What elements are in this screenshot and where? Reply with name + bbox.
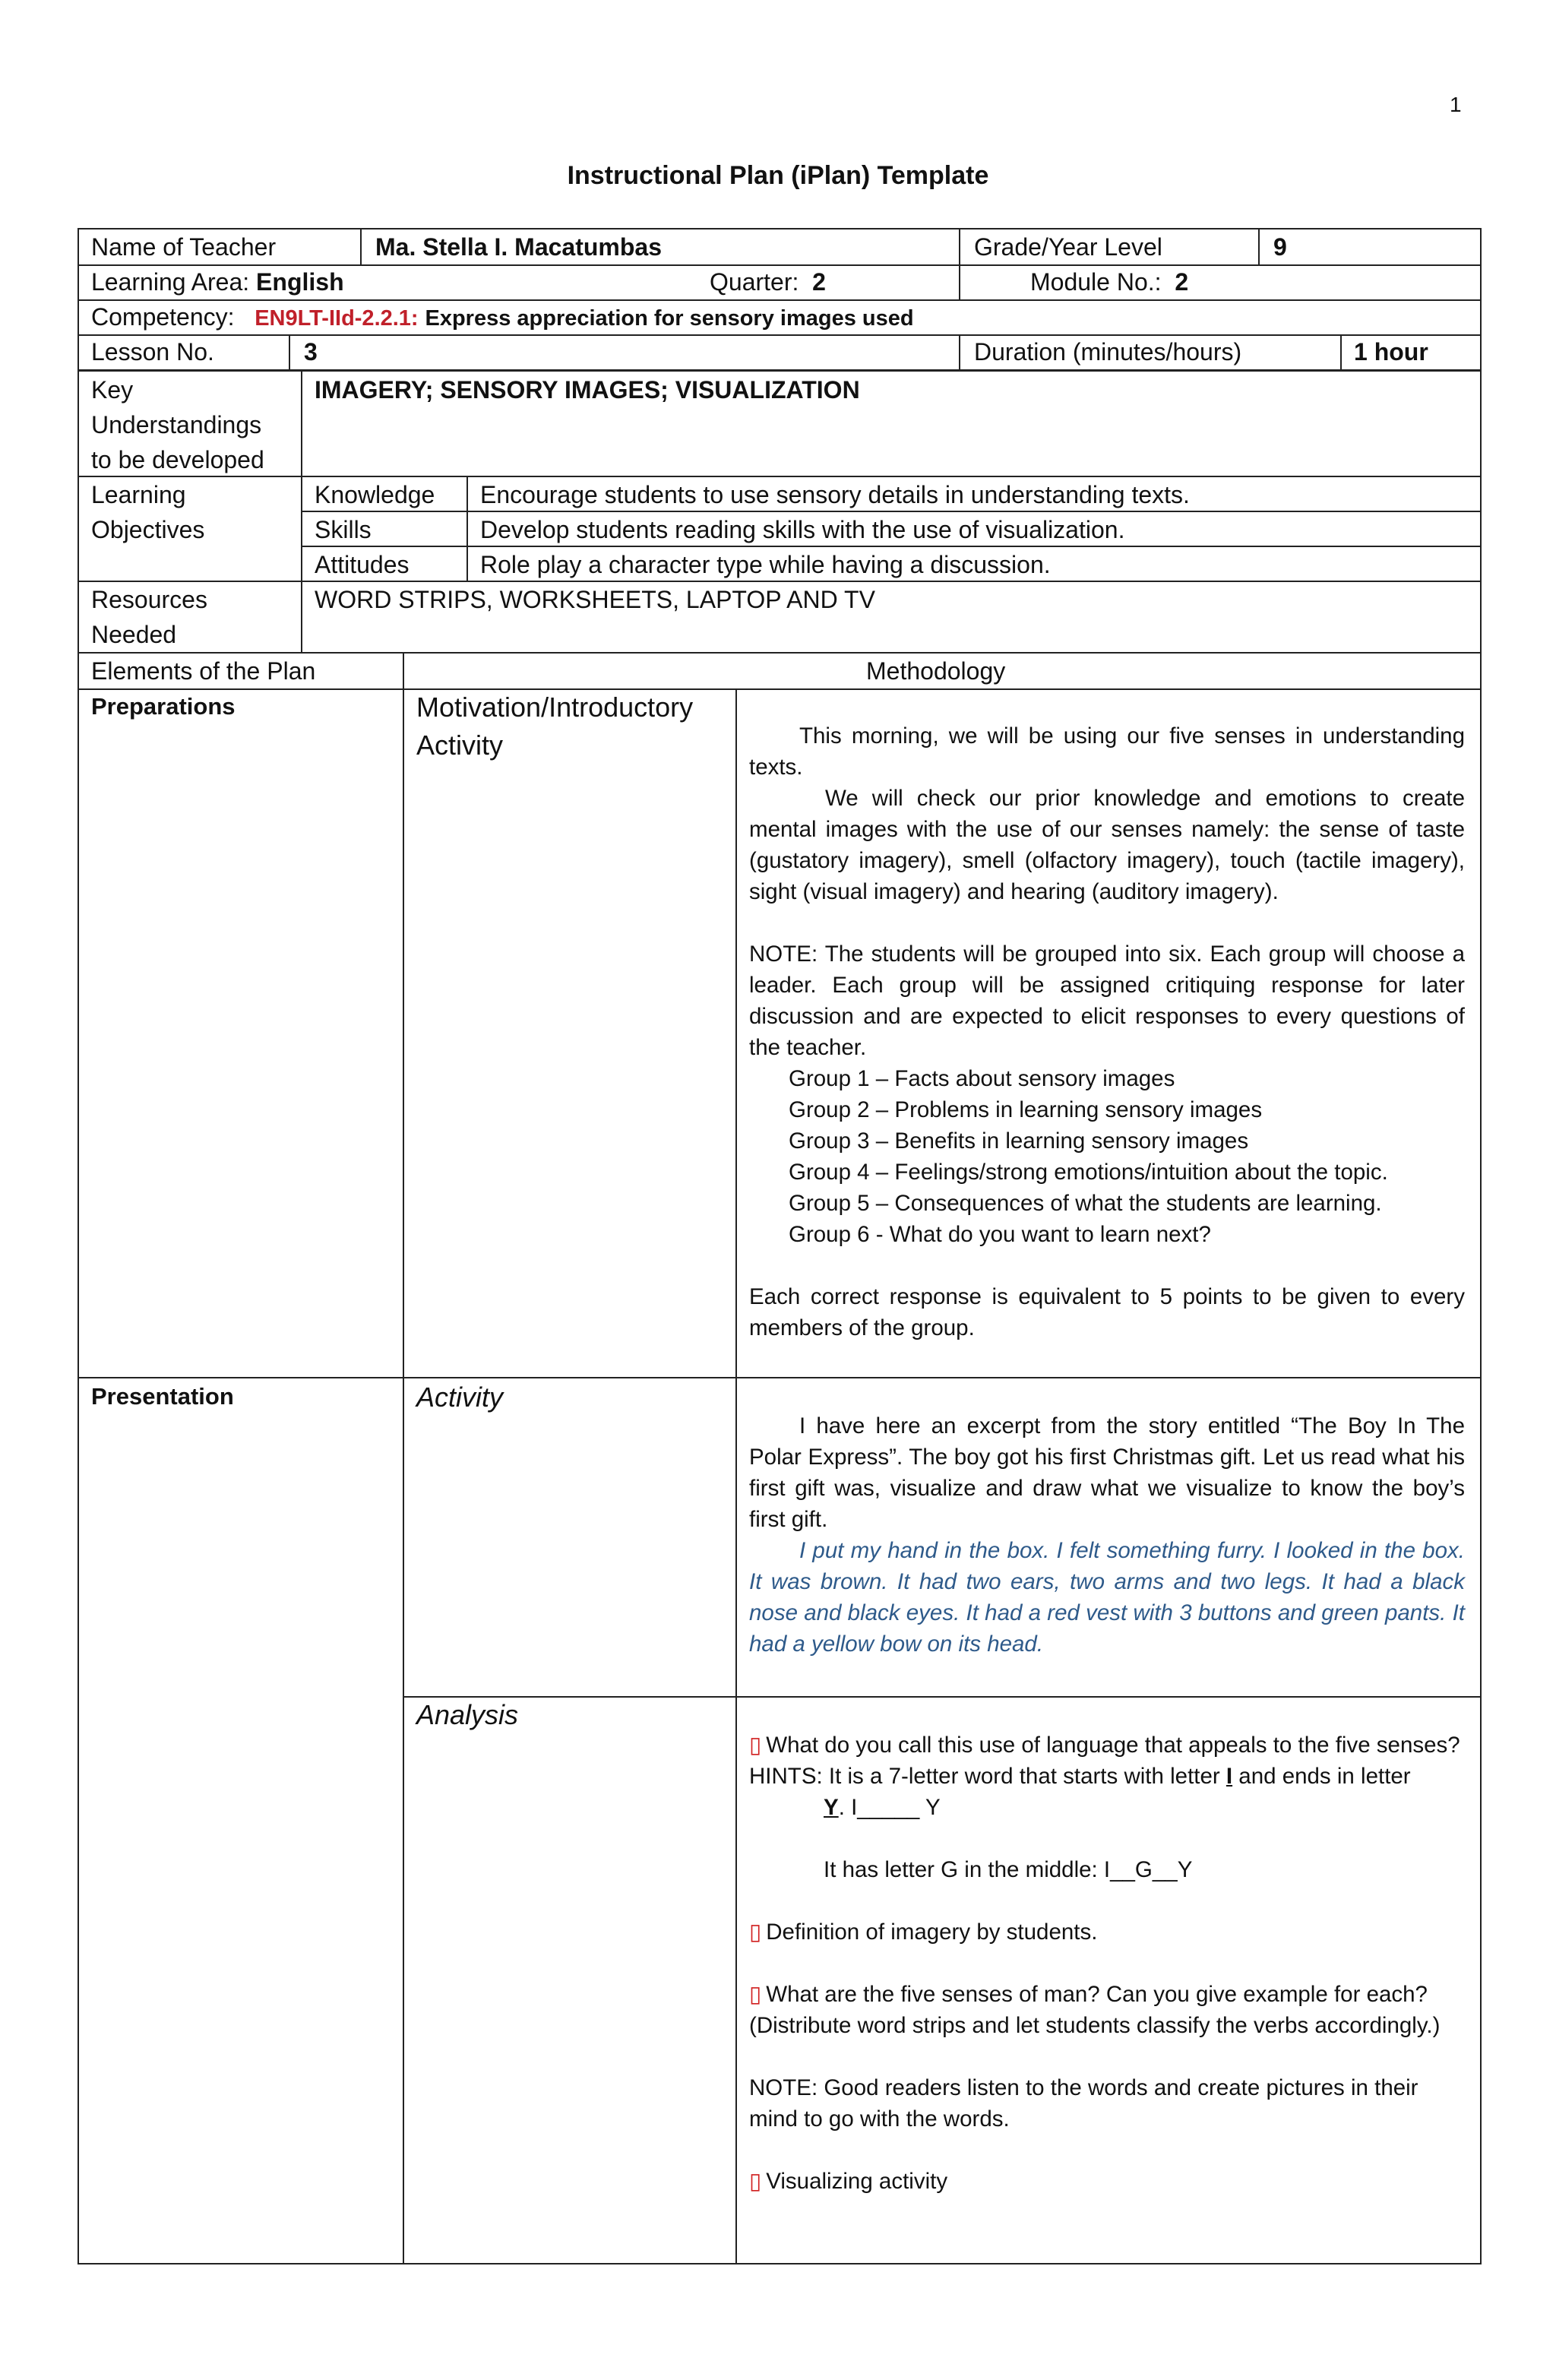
group-5: Group 5 – Consequences of what the students are learning. — [789, 1191, 1382, 1216]
activity-p1: I have here an excerpt from the story entitled “The Boy In The Polar Express”. The boy got his first Christmas gift. Let us read what his first gift was, visualize and draw what we visualize to know the boy’s first gift. — [749, 1413, 1465, 1532]
activity-label: Activity — [416, 1381, 504, 1413]
objective-type-skills: Skills — [315, 516, 372, 543]
hint-text-b: and ends in letter — [1238, 1764, 1411, 1789]
competency-code: EN9LT-IId-2.2.1: — [255, 306, 419, 331]
analysis-content — [749, 1730, 1465, 2197]
objective-text-knowledge: Encourage students to use sensory details in understanding texts. — [480, 481, 1190, 508]
group-1: Group 1 – Facts about sensory images — [789, 1066, 1175, 1091]
preparations-p1: This morning, we will be using our five senses in understanding texts. — [749, 723, 1465, 780]
analysis-q3: What are the five senses of man? Can you give example for each? — [766, 1982, 1428, 2007]
preparations-content — [749, 720, 1465, 1343]
quarter — [710, 264, 826, 299]
learning-area-value: English — [256, 268, 344, 296]
analysis-q3-note: (Distribute word strips and let students classify the verbs accordingly.) — [749, 2013, 1441, 2038]
hint-2: It has letter G in the middle: I__G__Y — [824, 1857, 1193, 1882]
lesson-label: Lesson No. — [91, 338, 214, 366]
learning-objectives-label-1: Learning — [91, 481, 186, 508]
competency-text: Express appreciation for sensory images used — [425, 306, 914, 331]
page-number: 1 — [1450, 93, 1462, 116]
module — [1030, 264, 1188, 299]
elements-of-plan-label: Elements of the Plan — [91, 657, 316, 685]
bullet-icon: ▯ — [749, 2169, 762, 2194]
analysis-label: Analysis — [416, 1699, 519, 1730]
name-of-teacher-label: Name of Teacher — [91, 233, 277, 261]
group-6: Group 6 - What do you want to learn next? — [789, 1222, 1211, 1247]
objective-type-knowledge: Knowledge — [315, 481, 435, 508]
lesson-value: 3 — [304, 338, 318, 366]
teacher-name: Ma. Stella I. Macatumbas — [375, 233, 663, 261]
analysis-q4: Visualizing activity — [766, 2169, 948, 2194]
bullet-icon: ▯ — [749, 1982, 762, 2007]
quarter-label: Quarter: — [710, 268, 799, 296]
activity-content — [749, 1410, 1465, 1660]
group-3: Group 3 – Benefits in learning sensory images — [789, 1128, 1249, 1154]
presentation-label: Presentation — [91, 1383, 234, 1410]
duration-value: 1 hour — [1354, 338, 1428, 366]
key-understandings-label-3: to be developed — [91, 446, 264, 473]
analysis-q2: Definition of imagery by students. — [766, 1920, 1098, 1945]
objective-text-attitudes: Role play a character type while having a discussion. — [480, 551, 1051, 578]
module-value: 2 — [1175, 268, 1189, 296]
competency — [91, 299, 914, 336]
group-4: Group 4 – Feelings/strong emotions/intuition about the topic. — [789, 1160, 1388, 1185]
duration-label: Duration (minutes/hours) — [974, 338, 1242, 366]
key-understandings-label-1: Key — [91, 376, 134, 404]
key-understandings-value: IMAGERY; SENSORY IMAGES; VISUALIZATION — [315, 376, 860, 404]
hint-text-a: HINTS: It is a 7-letter word that starts with letter — [749, 1764, 1220, 1789]
quarter-value: 2 — [812, 268, 826, 296]
competency-label: Competency: — [91, 303, 235, 331]
analysis-q1: What do you call this use of language that appeals to the five senses? — [766, 1733, 1460, 1758]
hint-letter-y: Y — [824, 1795, 839, 1820]
analysis-note: NOTE: Good readers listen to the words and create pictures in their mind to go with the words. — [749, 2075, 1418, 2132]
resources-label-2: Needed — [91, 621, 177, 648]
methodology-label: Methodology — [866, 657, 1006, 685]
module-label: Module No.: — [1030, 268, 1162, 296]
resources-label-1: Resources — [91, 586, 207, 613]
preparations-label: Preparations — [91, 693, 236, 720]
resources-value: WORD STRIPS, WORKSHEETS, LAPTOP AND TV — [315, 586, 875, 613]
hint-letter-i: I — [1226, 1764, 1233, 1789]
preparations-closing: Each correct response is equivalent to 5 points to be given to every members of the group. — [749, 1284, 1465, 1340]
story-excerpt: I put my hand in the box. I felt something furry. I looked in the box. It was brown. It had two ears, two arms and two legs. It had a black nose and black eyes. It had a red vest with 3 buttons and green pants. It had a yellow bow on its head. — [749, 1538, 1465, 1657]
hint-blank: . I_____ Y — [838, 1795, 941, 1820]
preparations-note: NOTE: The students will be grouped into six. Each group will choose a leader. Each group will be assigned critiquing response for later discussion and are expected to elicit responses to every questions of the teacher. — [749, 942, 1465, 1060]
learning-area — [91, 264, 344, 299]
document-title: Instructional Plan (iPlan) Template — [567, 161, 989, 190]
objective-type-attitudes: Attitudes — [315, 551, 410, 578]
motivation-label-1: Motivation/Introductory — [416, 692, 694, 723]
learning-objectives-label-2: Objectives — [91, 516, 205, 543]
grade-value: 9 — [1273, 233, 1287, 261]
objective-text-skills: Develop students reading skills with the use of visualization. — [480, 516, 1125, 543]
preparations-p2: We will check our prior knowledge and emotions to create mental images with the use of our senses namely: the sense of taste (gustatory imagery), smell (olfactory imagery), touch (tactile imagery), sight (visual imagery) and hearing (auditory imagery). — [749, 786, 1465, 904]
group-2: Group 2 – Problems in learning sensory images — [789, 1097, 1263, 1122]
grade-label: Grade/Year Level — [974, 233, 1162, 261]
motivation-label-2: Activity — [416, 730, 504, 761]
learning-area-label: Learning Area: — [91, 268, 250, 296]
bullet-icon: ▯ — [749, 1733, 762, 1758]
bullet-icon: ▯ — [749, 1920, 762, 1945]
key-understandings-label-2: Understandings — [91, 411, 262, 438]
